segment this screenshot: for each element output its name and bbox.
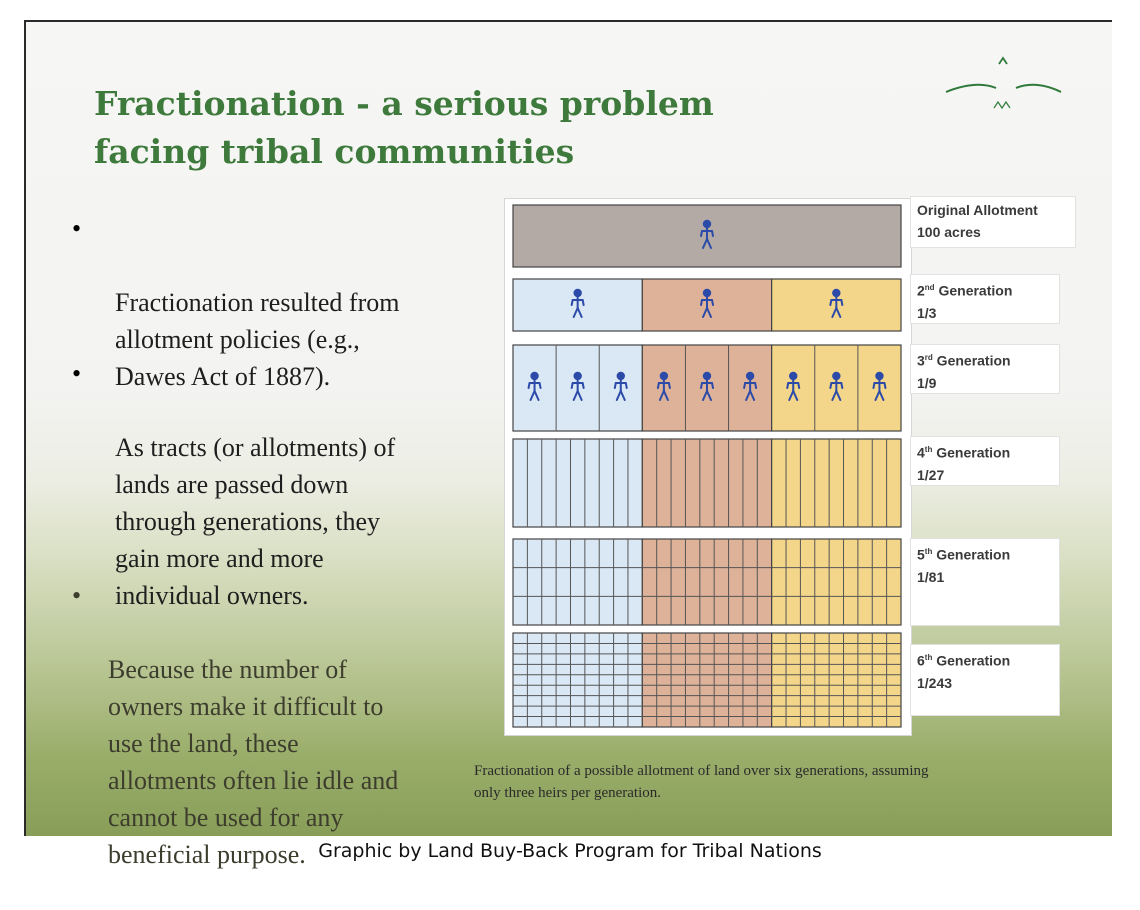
generation-name: Original Allotment (917, 202, 1038, 218)
generation-name: 6th Generation (917, 652, 1011, 669)
generation-fraction: 1/27 (917, 466, 945, 483)
bullet-dot: • (72, 359, 82, 388)
diagram-panel (504, 198, 912, 736)
heir-block (642, 539, 771, 625)
generation-name: 5th Generation (917, 546, 1011, 563)
image-credit: Graphic by Land Buy-Back Program for Tribal Nations (318, 840, 822, 862)
bullet-dot: • (72, 214, 82, 243)
generation-label (910, 344, 1060, 394)
eagle-wings-logo (936, 52, 1066, 122)
generation-fraction: 1/3 (917, 304, 937, 321)
heir-block (642, 633, 771, 727)
heir-block (642, 439, 771, 527)
bullet-dot: • (72, 581, 82, 610)
heir-block (513, 439, 642, 527)
heir-block (772, 439, 901, 527)
generation-label (910, 644, 1060, 716)
generation-fraction: 1/243 (917, 674, 953, 691)
generation-label (910, 538, 1060, 626)
generation-label (910, 196, 1076, 248)
generation-fraction: 1/9 (917, 374, 937, 391)
generation-fraction: 1/81 (917, 568, 945, 585)
generation-name: 3rd Generation (917, 352, 1011, 369)
generation-label (910, 436, 1060, 486)
slide-title: Fractionation - a serious problem facing tribal communities (94, 84, 714, 171)
heir-block (513, 539, 642, 625)
generation-name: 4th Generation (917, 444, 1011, 461)
heir-block (772, 539, 901, 625)
generation-name: 2nd Generation (917, 282, 1013, 299)
generation-fraction: 100 acres (917, 224, 981, 240)
bullet-text: Because the number of owners make it difficult to use the land, these allotments often lie idle and cannot be used for any beneficial purpose. (108, 655, 399, 869)
bullet-text: As tracts (or allotments) of lands are passed down through generations, they gain more and more individual owners. (115, 433, 396, 610)
generation-label (910, 274, 1060, 324)
heir-block (772, 633, 901, 727)
bullet-text: Fractionation resulted from allotment policies (e.g., Dawes Act of 1887). (115, 288, 400, 391)
fractionation-diagram (505, 199, 911, 735)
diagram-caption: Fractionation of a possible allotment of land over six generations, assuming only three heirs per generation. (474, 763, 929, 801)
heir-block (513, 633, 642, 727)
